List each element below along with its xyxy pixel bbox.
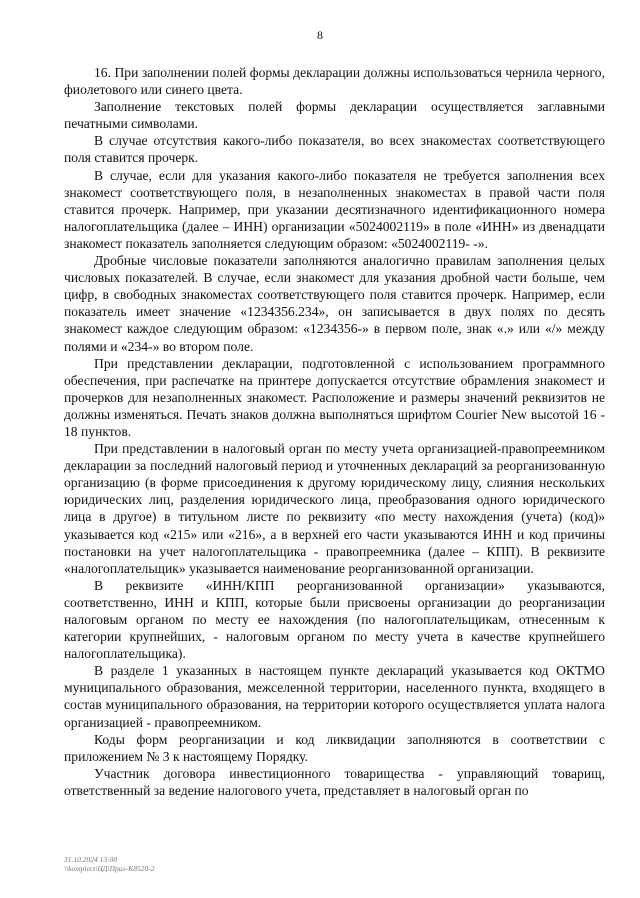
paragraph-2: Заполнение текстовых полей формы декларации осуществляется заглавными печатными символами. <box>64 99 605 132</box>
paragraph-11: Участник договора инвестиционного товарищества - управляющий товарищ, ответственный за ведение налогового учета, представляет в налоговый орган по <box>64 765 605 798</box>
footer-date: 31.10.2024 13:00 <box>64 855 118 864</box>
paragraph-10: Коды форм реорганизации и код ликвидации заполняются в соответствии с приложением № 3 к настоящему Порядку. <box>64 731 605 764</box>
paragraph-5: Дробные числовые показатели заполняются аналогично правилам заполнения целых числовых показателей. В случае, если знакомест для указания дробной части больше, чем цифр, в свободных знакоместах соответствующего поля ставится прочерк. Например, если показатель имеет значение «1234356.234», он записывается в двух полях по десять знакомест каждое следующим образом: «1234356-» в первом поле, знак «.» или «/» между полями и «234-» во втором поле. <box>64 253 605 354</box>
document-body <box>64 64 605 799</box>
page-number: 8 <box>317 28 323 42</box>
paragraph-4: В случае, если для указания какого-либо показателя не требуется заполнения всех знакомест соответствующего поля, в незаполненных знакоместах в правой части поля ставится прочерк. Например, при указании десятизначного идентификационного номера налогоплательщика (далее – ИНН) организации «5024002119» в поле «ИНН» из двенадцати знакомест показатель заполняется следующим образом: «5024002119- -». <box>64 167 605 251</box>
paragraph-3: В случае отсутствия какого-либо показателя, во всех знакоместах соответствующего поля ставится прочерк. <box>64 133 605 166</box>
paragraph-6: При представлении декларации, подготовленной с использованием программного обеспечения, при распечатке на принтере допускается отсутствие обрамления знакомест и прочерков для незаполненных знакомест. Расположение и размеры значений реквизитов не должны изменяться. Печать знаков должна выполняться шрифтом Courier New высотой 16 - 18 пунктов. <box>64 355 605 439</box>
paragraph-8: В реквизите «ИНН/КПП реорганизованной организации» указываются, соответственно, ИНН и КПП, которые были присвоены организации до реорганизации налоговым органом по месту ее нахождения (по налогоплательщикам, отнесенным к категории крупнейших, - налоговым органом по месту учета в качестве крупнейшего налогоплательщика). <box>64 577 605 662</box>
paragraph-9: В разделе 1 указанных в настоящем пункте деклараций указывается код ОКТМО муниципального образования, межселенной территории, населенного пункта, входящего в состав муниципального образования, на территории которого осуществляется уплата налога организацией - правопреемником. <box>64 663 605 730</box>
footer-stamp <box>64 855 155 873</box>
paragraph-7: При представлении в налоговый орган по месту учета организацией-правопреемником декларации за последний налоговый период и уточненных деклараций за реорганизованную организацию (в форме присоединения к другому юридическому лицу, слияния нескольких юридических лиц, разделения юридического лица, преобразования одного юридического лица в другое) в титульном листе по реквизиту «по месту нахождения (учета) (код)» указывается код «215» или «216», а в верхней его части указываются ИНН и код причины постановки на учет налогоплательщика - правопреемника (далее – КПП). В реквизите «налогоплательщик» указывается наименование реорганизованной организации. <box>64 441 605 576</box>
footer-file-path: \\komplect\НД\Прил-К8520-2 <box>64 864 155 873</box>
paragraph-1: 16. При заполнении полей формы декларации должны использоваться чернила черного, фиолетового или синего цвета. <box>64 65 605 98</box>
